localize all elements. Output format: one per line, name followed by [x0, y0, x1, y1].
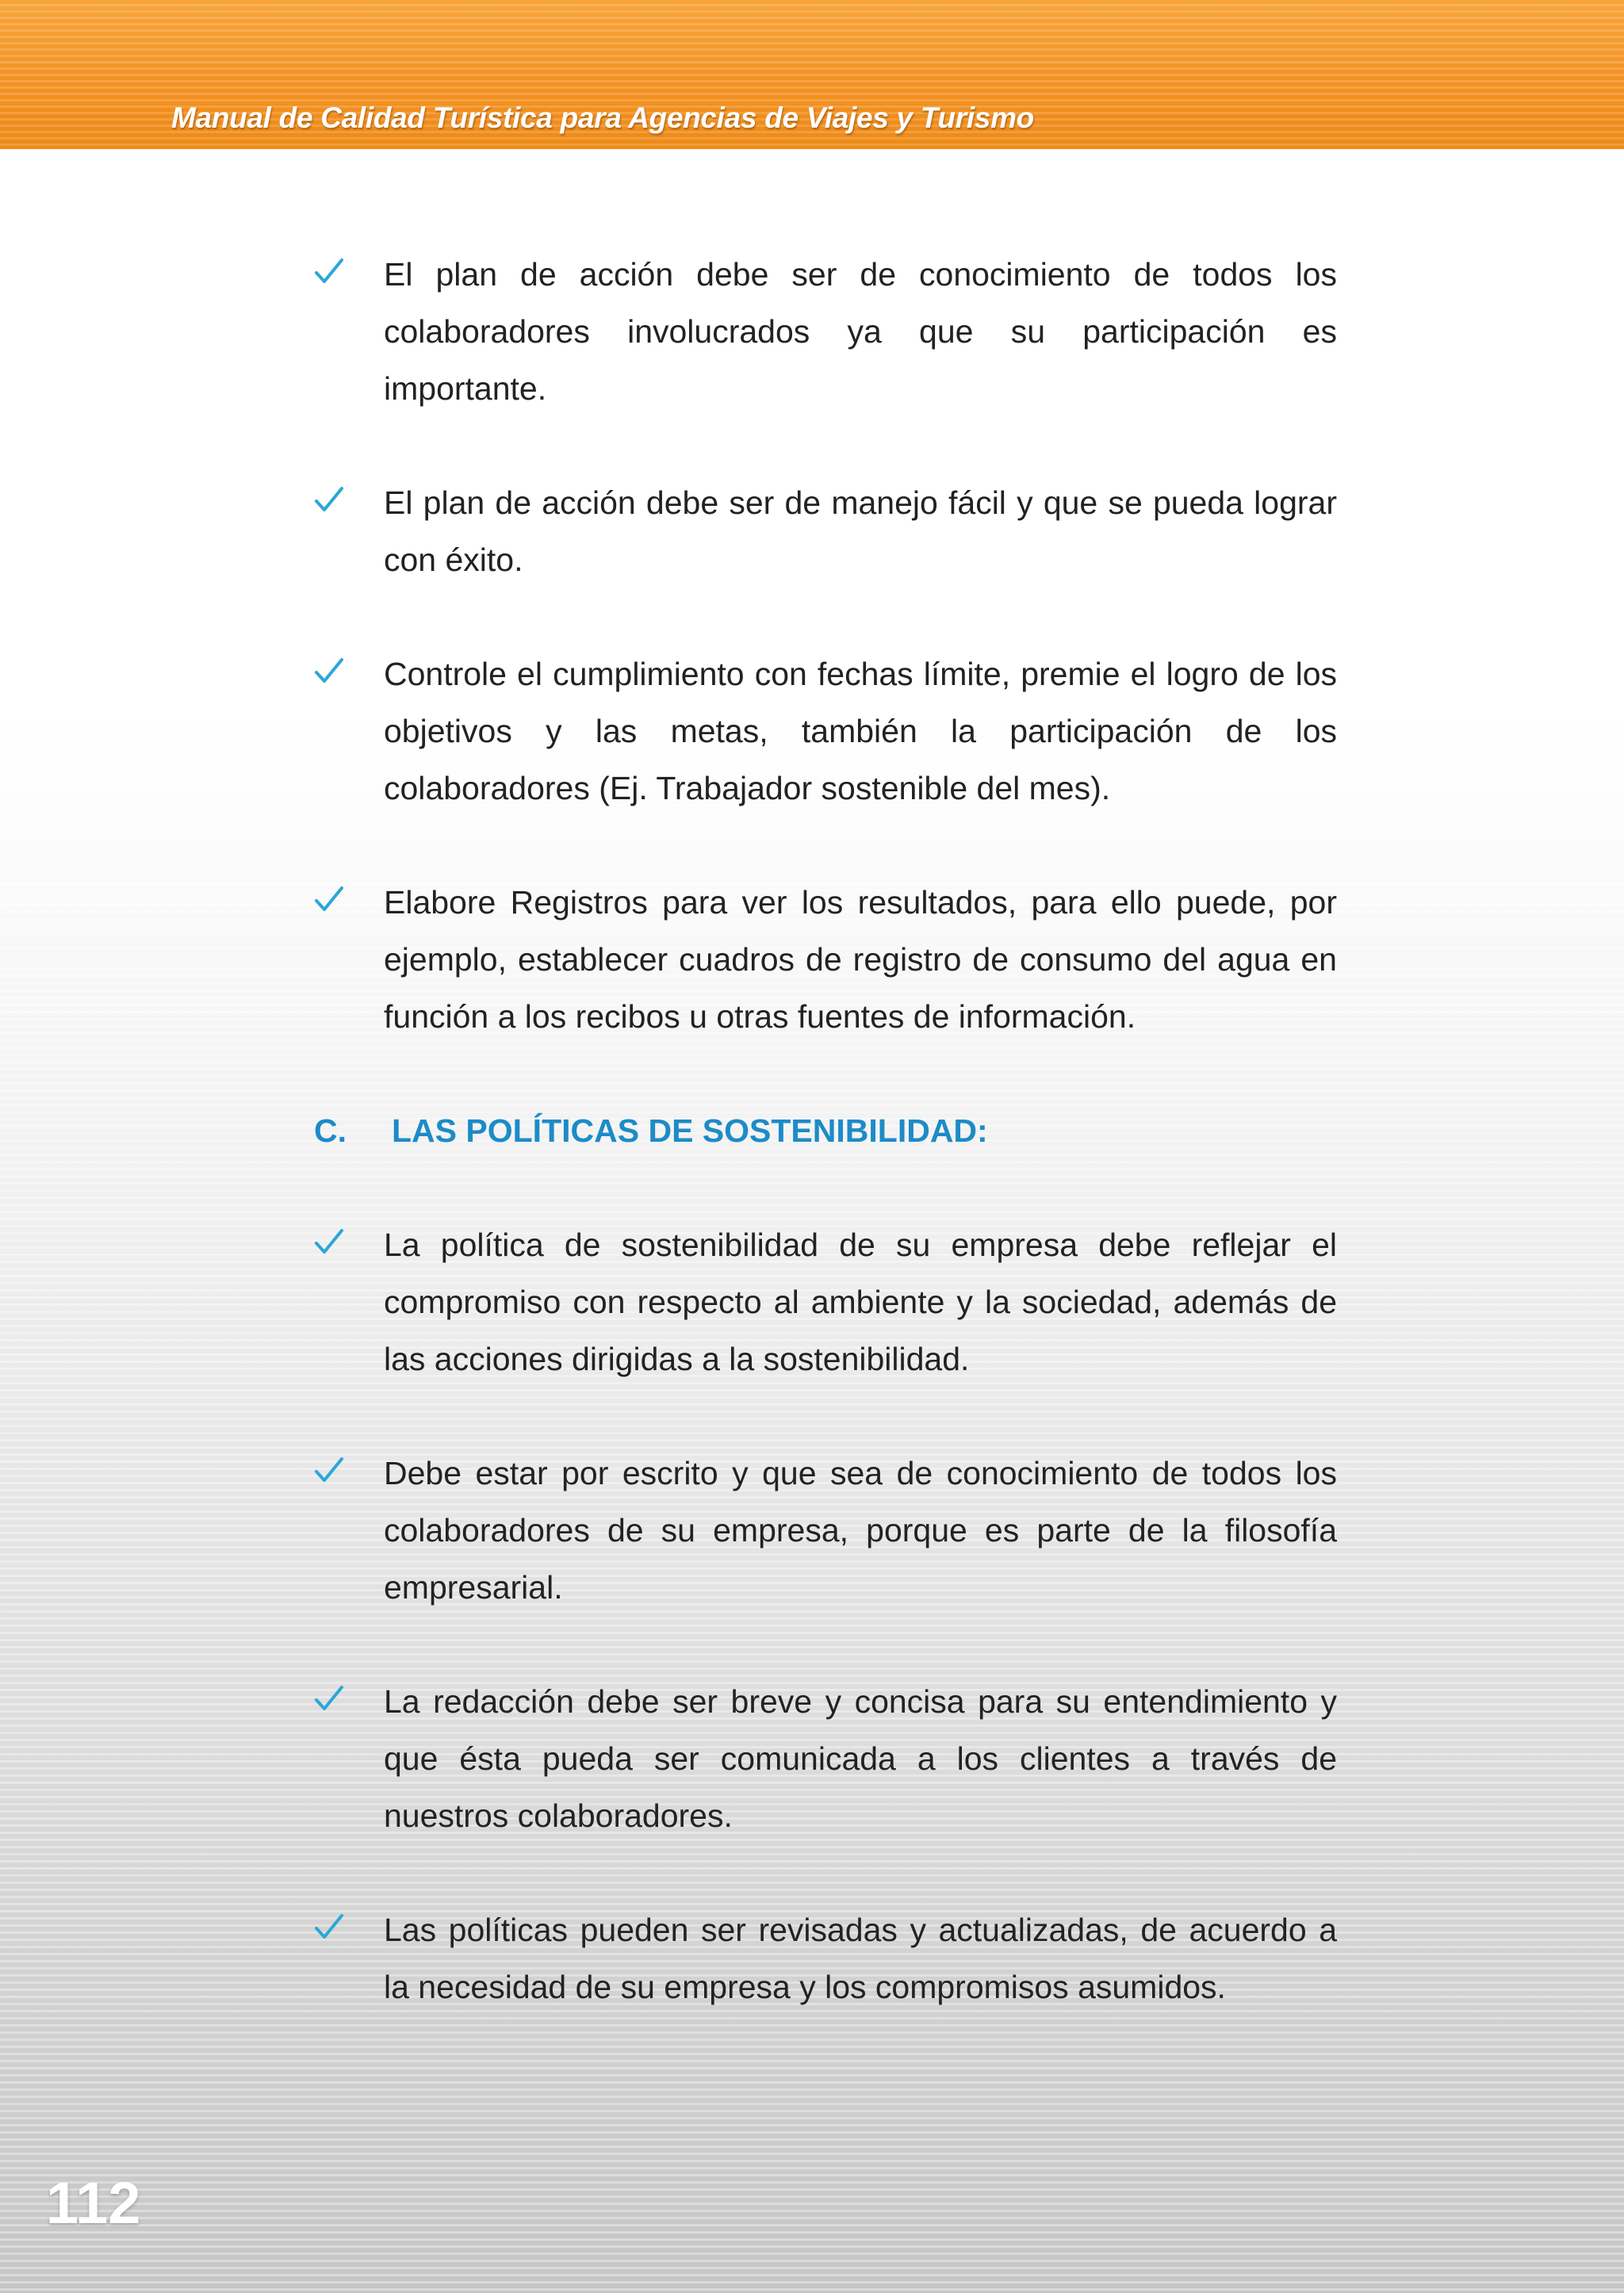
list-item-text: Elabore Registros para ver los resultados, para ello puede, por ejemplo, establecer cuadros de registro de consumo del agua en función a los recibos u otras fuentes de información.	[384, 884, 1337, 1035]
list-item	[314, 645, 1337, 817]
list-item	[314, 1445, 1337, 1616]
list-item-text: La redacción debe ser breve y concisa para su entendimiento y que ésta pueda ser comunicada a los clientes a través de nuestros colaboradores.	[384, 1683, 1337, 1834]
checkmark-icon	[314, 246, 344, 303]
list-item-text: El plan de acción debe ser de conocimiento de todos los colaboradores involucrados ya que su participación es importante.	[384, 256, 1337, 407]
checkmark-icon	[314, 645, 344, 702]
checkmark-icon	[314, 1673, 344, 1730]
section-title: LAS POLÍTICAS DE SOSTENIBILIDAD:	[392, 1112, 988, 1149]
list-item	[314, 1673, 1337, 1844]
content-body	[314, 246, 1337, 2073]
page-number: 112	[46, 2170, 141, 2236]
manual-title: Manual de Calidad Turística para Agencias de Viajes y Turismo	[171, 101, 1034, 134]
section-heading	[314, 1102, 1337, 1159]
list-item-text: Debe estar por escrito y que sea de conocimiento de todos los colaboradores de su empresa, porque es parte de la filosofía empresarial.	[384, 1455, 1337, 1606]
checkmark-icon	[314, 1445, 344, 1502]
list-item-text: Las políticas pueden ser revisadas y actualizadas, de acuerdo a la necesidad de su empresa y los compromisos asumidos.	[384, 1912, 1337, 2005]
list-item-text: La política de sostenibilidad de su empresa debe reflejar el compromiso con respecto al ambiente y la sociedad, además de las acciones dirigidas a la sostenibilidad.	[384, 1227, 1337, 1377]
list-item	[314, 246, 1337, 417]
header-bar	[0, 0, 1624, 149]
list-item	[314, 874, 1337, 1045]
checkmark-icon	[314, 1216, 344, 1273]
list-item	[314, 1216, 1337, 1388]
list-item-text: Controle el cumplimiento con fechas límite, premie el logro de los objetivos y las metas, también la participación de los colaboradores (Ej. Trabajador sostenible del mes).	[384, 656, 1337, 806]
list-item-text: El plan de acción debe ser de manejo fácil y que se pueda lograr con éxito.	[384, 484, 1337, 578]
list-item	[314, 474, 1337, 588]
checkmark-icon	[314, 474, 344, 531]
list-item	[314, 1901, 1337, 2015]
section-letter: C.	[314, 1112, 347, 1149]
checkmark-icon	[314, 874, 344, 931]
checkmark-icon	[314, 1901, 344, 1958]
